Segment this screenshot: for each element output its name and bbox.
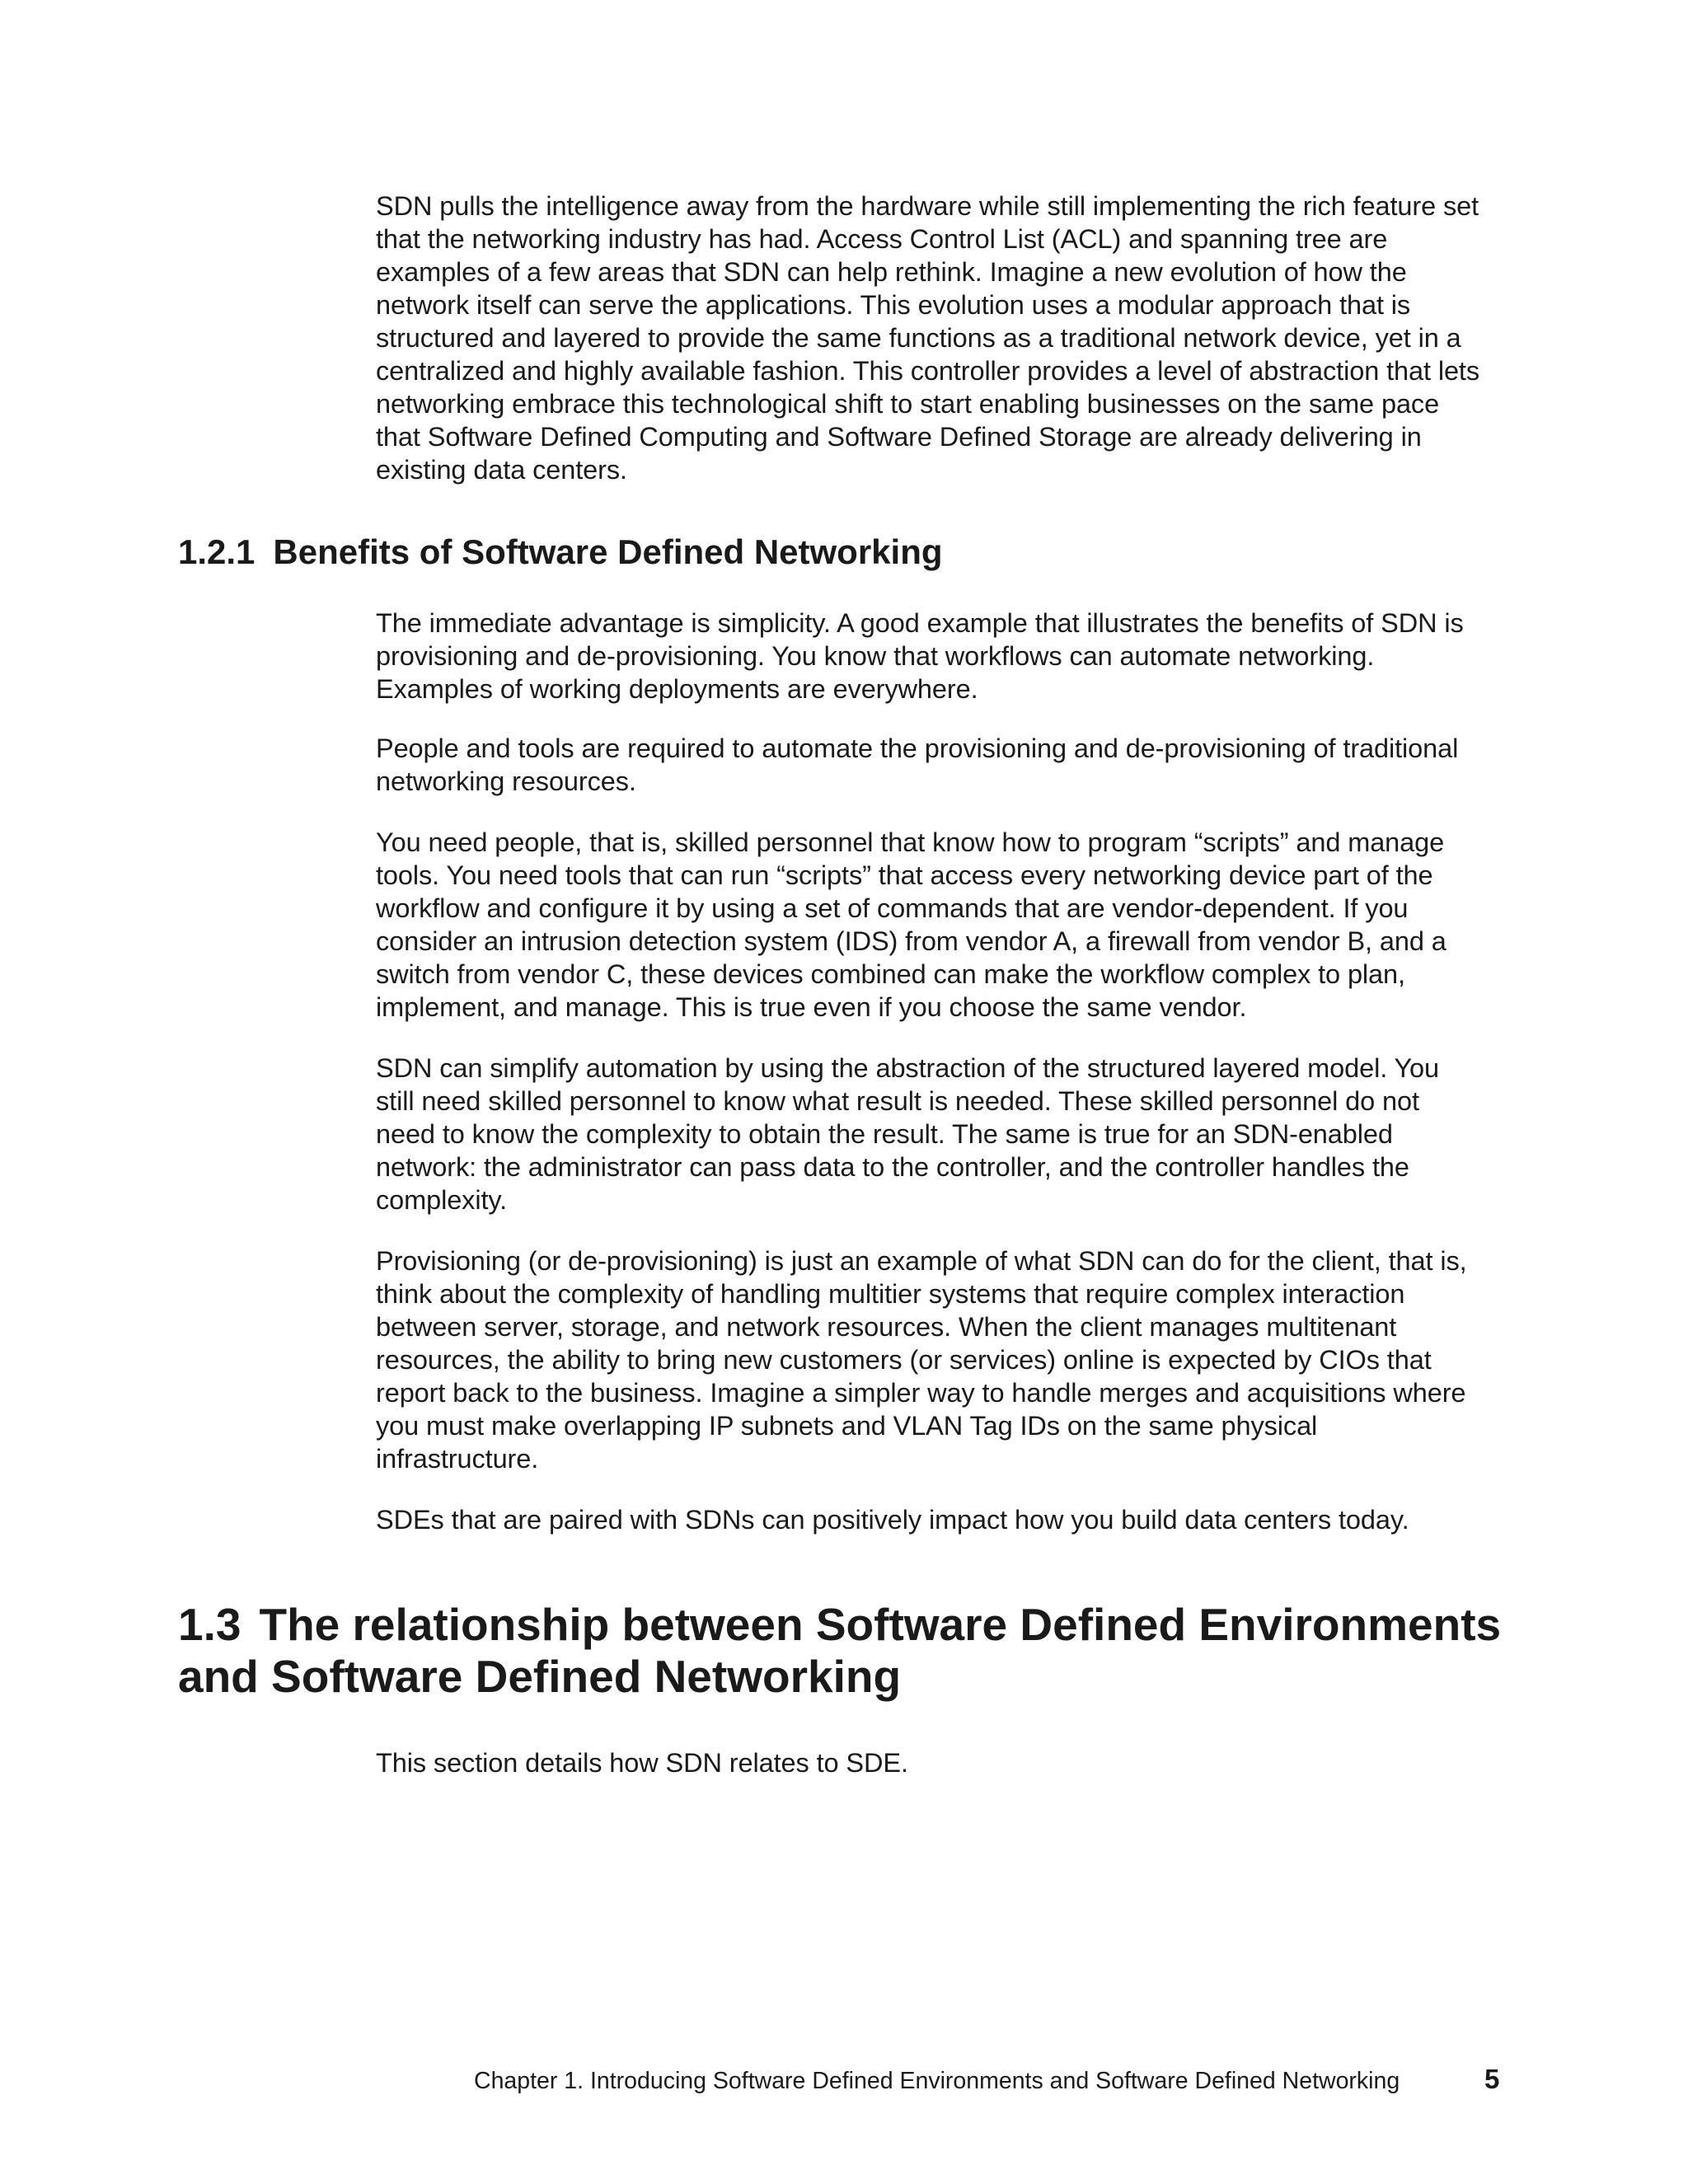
text-line: that the networking industry has had. Access Control List (ACL) and spanning tree are	[376, 224, 1388, 254]
text-line: network itself can serve the applications. This evolution uses a modular approach that is	[376, 290, 1411, 320]
text-line: SDEs that are paired with SDNs can positively impact how you build data centers today.	[376, 1505, 1409, 1535]
paragraph	[376, 1503, 1505, 1536]
text-line: People and tools are required to automate the provisioning and de-provisioning of traditional	[376, 733, 1459, 763]
text-line: need to know the complexity to obtain the result. The same is true for an SDN-enabled	[376, 1119, 1393, 1149]
text-line: still need skilled personnel to know what result is needed. These skilled personnel do not	[376, 1086, 1419, 1116]
benefits-paragraph-5	[376, 1244, 1505, 1475]
section-intro-block	[376, 1746, 1505, 1779]
subsection-number: 1.2.1	[178, 532, 256, 571]
paragraph	[376, 732, 1505, 798]
text-line: The immediate advantage is simplicity. A good example that illustrates the benefits of SDN is	[376, 608, 1464, 638]
text-line: SDN pulls the intelligence away from the hardware while still implementing the rich feature set	[376, 191, 1479, 221]
text-line: structured and layered to provide the same functions as a traditional network device, yet in a	[376, 323, 1461, 353]
section-title-part-2: and Software Defined Networking	[178, 1651, 902, 1702]
benefits-paragraph-1	[376, 607, 1505, 705]
text-line: SDN can simplify automation by using the abstraction of the structured layered model. You	[376, 1053, 1440, 1083]
paragraph	[376, 1052, 1505, 1216]
section-intro-paragraph	[376, 1746, 1505, 1779]
text-line: implement, and manage. This is true even if you choose the same vendor.	[376, 992, 1247, 1022]
section-heading	[178, 1599, 1501, 1703]
text-line: networking embrace this technological shift to start enabling businesses on the same pace	[376, 389, 1440, 419]
text-line: workflow and configure it by using a set of commands that are vendor-dependent. If you	[376, 893, 1409, 923]
intro-paragraph	[376, 190, 1505, 486]
text-line: network: the administrator can pass data to the controller, and the controller handles the	[376, 1152, 1409, 1182]
subsection-heading	[178, 532, 943, 573]
page-number: 5	[1484, 2064, 1500, 2094]
text-line: you must make overlapping IP subnets and VLAN Tag IDs on the same physical	[376, 1411, 1318, 1441]
section-heading-line-1	[178, 1599, 1501, 1651]
subsection-title: Benefits of Software Defined Networking	[273, 532, 943, 571]
text-line: that Software Defined Computing and Software Defined Storage are already delivering in	[376, 422, 1422, 452]
benefits-paragraph-6	[376, 1503, 1505, 1536]
text-line: infrastructure.	[376, 1444, 539, 1474]
intro-block	[376, 190, 1505, 486]
text-line: examples of a few areas that SDN can help rethink. Imagine a new evolution of how the	[376, 257, 1407, 287]
text-line: provisioning and de-provisioning. You know that workflows can automate networking.	[376, 641, 1375, 671]
section-number: 1.3	[178, 1599, 241, 1650]
benefits-paragraph-3	[376, 826, 1505, 1024]
text-line: think about the complexity of handling multitier systems that require complex interaction	[376, 1279, 1405, 1309]
text-line: networking resources.	[376, 766, 636, 796]
paragraph	[376, 607, 1505, 705]
text-line: tools. You need tools that can run “scripts” that access every networking device part of the	[376, 860, 1433, 890]
text-line: switch from vendor C, these devices combined can make the workflow complex to plan,	[376, 959, 1405, 989]
text-line: Provisioning (or de-provisioning) is just an example of what SDN can do for the client, that is,	[376, 1246, 1467, 1276]
paragraph	[376, 1244, 1505, 1475]
paragraph	[376, 826, 1505, 1024]
text-line: This section details how SDN relates to SDE.	[376, 1748, 908, 1778]
text-line: complexity.	[376, 1185, 508, 1215]
benefits-paragraph-2	[376, 732, 1505, 798]
text-line: You need people, that is, skilled personnel that know how to program “scripts” and manage	[376, 827, 1445, 857]
text-line: resources, the ability to bring new customers (or services) online is expected by CIOs that	[376, 1345, 1432, 1375]
running-footer: Chapter 1. Introducing Software Defined Environments and Software Defined Networking	[474, 2068, 1400, 2094]
section-title-part-1: The relationship between Software Defined Environments	[259, 1599, 1502, 1650]
text-line: centralized and highly available fashion. This controller provides a level of abstraction that lets	[376, 356, 1480, 386]
benefits-paragraph-4	[376, 1052, 1505, 1216]
text-line: consider an intrusion detection system (IDS) from vendor A, a firewall from vendor B, and a	[376, 926, 1447, 956]
text-line: between server, storage, and network resources. When the client manages multitenant	[376, 1312, 1397, 1342]
text-line: Examples of working deployments are everywhere.	[376, 674, 978, 704]
text-line: existing data centers.	[376, 455, 627, 485]
text-line: report back to the business. Imagine a simpler way to handle merges and acquisitions where	[376, 1378, 1466, 1408]
